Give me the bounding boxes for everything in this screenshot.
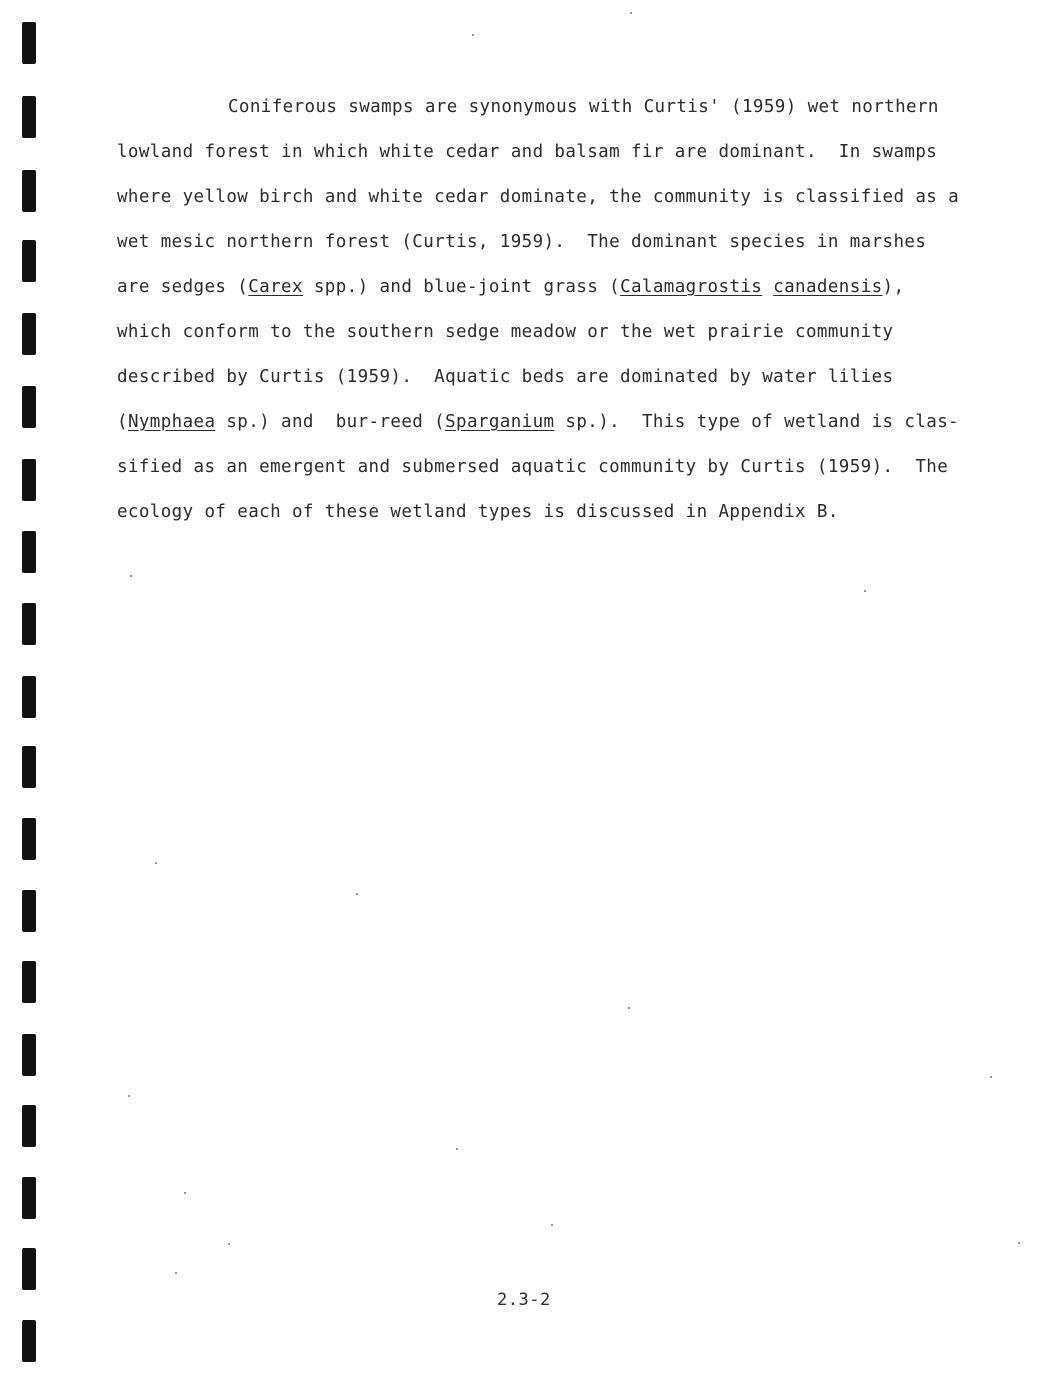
page-number: 2.3-2	[497, 1290, 551, 1310]
text-run: are sedges (	[117, 277, 249, 297]
scan-speck	[128, 1095, 130, 1097]
binding-mark	[22, 22, 36, 64]
text-line	[117, 500, 839, 524]
text-line	[117, 455, 948, 479]
underlined-taxon: Calamagrostis	[620, 277, 763, 297]
binding-mark	[22, 1320, 36, 1362]
text-line	[117, 140, 937, 164]
scan-speck	[551, 1224, 553, 1226]
scan-speck	[990, 1076, 992, 1078]
scan-speck	[175, 1272, 177, 1274]
text-run: sp.) and bur-reed (	[215, 412, 446, 432]
scan-speck	[130, 575, 132, 577]
scan-speck	[628, 1007, 630, 1009]
text-run: sified as an emergent and submersed aquatic community by Curtis (1959). The	[117, 457, 949, 477]
underlined-taxon: Sparganium	[445, 412, 555, 432]
binding-mark	[22, 459, 36, 501]
binding-mark	[22, 603, 36, 645]
text-run: (	[117, 412, 128, 432]
text-run: lowland forest in which white cedar and balsam fir are dominant. In swamps	[117, 142, 938, 162]
scan-speck	[456, 1148, 458, 1150]
text-run: described by Curtis (1959). Aquatic beds are dominated by water lilies	[117, 367, 894, 387]
binding-marks	[0, 0, 50, 1379]
text-line	[117, 320, 893, 344]
binding-mark	[22, 313, 36, 355]
text-run: where yellow birch and white cedar dominate, the community is classified as a	[117, 187, 960, 207]
text-run: wet mesic northern forest (Curtis, 1959). The dominant species in marshes	[117, 232, 927, 252]
binding-mark	[22, 170, 36, 212]
text-run: Coniferous swamps are synonymous with Curtis' (1959) wet northern	[228, 97, 939, 117]
text-run: which conform to the southern sedge meadow or the wet prairie community	[117, 322, 894, 342]
binding-mark	[22, 1248, 36, 1290]
scan-speck	[228, 1243, 230, 1245]
text-line	[117, 365, 893, 389]
underlined-taxon: canadensis	[773, 277, 883, 297]
binding-mark	[22, 1177, 36, 1219]
text-run: spp.) and blue-joint grass (	[302, 277, 621, 297]
text-line	[228, 95, 939, 119]
text-line	[117, 230, 926, 254]
text-run: ),	[882, 277, 905, 297]
scan-speck	[630, 12, 632, 14]
binding-mark	[22, 961, 36, 1003]
binding-mark	[22, 1105, 36, 1147]
text-line	[117, 185, 959, 209]
binding-mark	[22, 1034, 36, 1076]
binding-mark	[22, 240, 36, 282]
scan-speck	[1018, 1242, 1020, 1244]
scan-speck	[356, 893, 358, 895]
scan-speck	[184, 1192, 186, 1194]
binding-mark	[22, 531, 36, 573]
underlined-taxon: Nymphaea	[127, 412, 216, 432]
text-run	[762, 277, 773, 297]
binding-mark	[22, 746, 36, 788]
binding-mark	[22, 890, 36, 932]
binding-mark	[22, 818, 36, 860]
scan-speck	[155, 862, 157, 864]
text-line	[117, 275, 904, 299]
text-run: ecology of each of these wetland types is discussed in Appendix B.	[117, 502, 839, 522]
underlined-taxon: Carex	[248, 277, 303, 297]
text-line	[117, 410, 959, 434]
binding-mark	[22, 676, 36, 718]
binding-mark	[22, 96, 36, 138]
scan-speck	[472, 34, 474, 36]
text-run: sp.). This type of wetland is clas-	[554, 412, 960, 432]
scan-speck	[864, 590, 866, 592]
binding-mark	[22, 386, 36, 428]
